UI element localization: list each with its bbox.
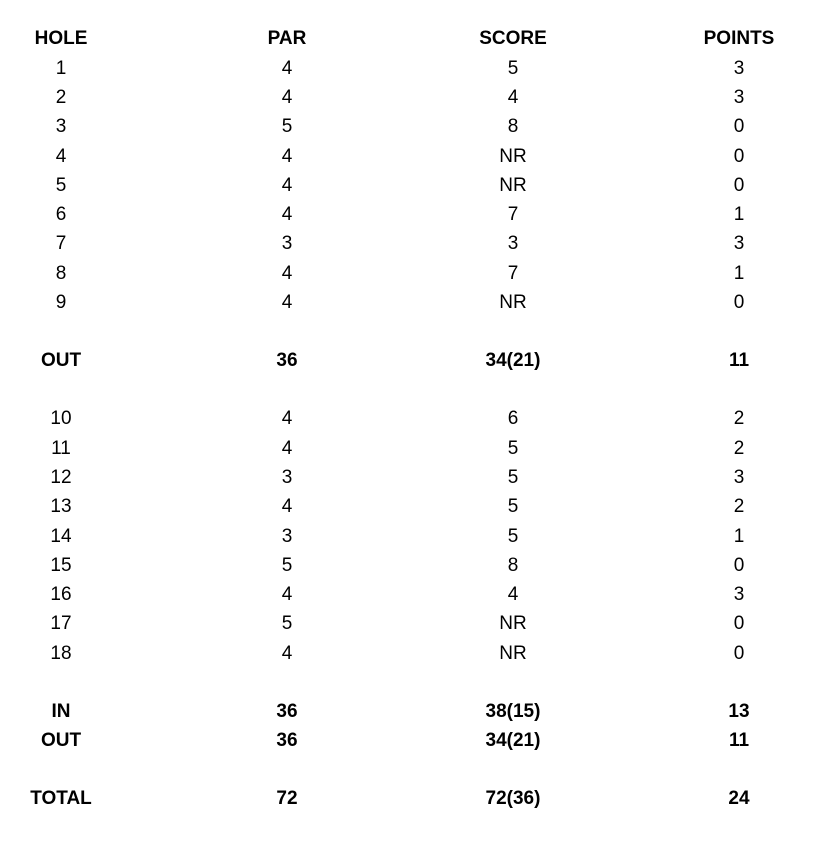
hole-points: 2 — [733, 408, 745, 429]
hole-points: 1 — [733, 204, 745, 225]
hole-number: 10 — [50, 408, 72, 429]
hole-par: 4 — [281, 146, 293, 167]
hole-number: 14 — [50, 526, 72, 547]
hole-score: NR — [499, 643, 527, 664]
hole-row — [0, 232, 830, 256]
hole-score: 6 — [507, 408, 519, 429]
hole-score: 3 — [507, 233, 519, 254]
summary-label: IN — [51, 701, 71, 722]
header-row — [0, 27, 830, 51]
hole-par: 4 — [281, 408, 293, 429]
subtotal-par: 36 — [276, 350, 298, 371]
hole-row — [0, 203, 830, 227]
hole-row — [0, 145, 830, 169]
hole-points: 2 — [733, 438, 745, 459]
hole-points: 0 — [733, 175, 745, 196]
hole-row — [0, 437, 830, 461]
hole-row — [0, 115, 830, 139]
hole-par: 5 — [281, 613, 293, 634]
hole-score: 4 — [507, 584, 519, 605]
hole-number: 5 — [55, 175, 67, 196]
hole-score: 8 — [507, 116, 519, 137]
hole-par: 5 — [281, 555, 293, 576]
summary-points: 11 — [728, 730, 750, 751]
hole-column-header: HOLE — [34, 28, 88, 49]
summary-par: 72 — [276, 788, 298, 809]
hole-points: 0 — [733, 555, 745, 576]
subtotal-points: 11 — [728, 350, 750, 371]
grand-total-row — [0, 787, 830, 811]
hole-score: 5 — [507, 438, 519, 459]
summary-score: 34(21) — [485, 730, 541, 751]
hole-number: 13 — [50, 496, 72, 517]
hole-score: 5 — [507, 526, 519, 547]
hole-par: 4 — [281, 496, 293, 517]
subtotal-label: OUT — [40, 350, 82, 371]
hole-row — [0, 466, 830, 490]
hole-number: 6 — [55, 204, 67, 225]
hole-score: 5 — [507, 496, 519, 517]
summary-score: 38(15) — [485, 701, 541, 722]
hole-row — [0, 291, 830, 315]
hole-par: 4 — [281, 175, 293, 196]
hole-par: 4 — [281, 204, 293, 225]
hole-row — [0, 86, 830, 110]
hole-par: 4 — [281, 438, 293, 459]
hole-par: 4 — [281, 263, 293, 284]
hole-par: 3 — [281, 467, 293, 488]
summary-par: 36 — [276, 701, 298, 722]
hole-points: 0 — [733, 146, 745, 167]
hole-points: 1 — [733, 526, 745, 547]
hole-score: 5 — [507, 58, 519, 79]
hole-score: NR — [499, 292, 527, 313]
hole-score: NR — [499, 175, 527, 196]
hole-row — [0, 174, 830, 198]
hole-points: 3 — [733, 467, 745, 488]
hole-row — [0, 495, 830, 519]
hole-number: 15 — [50, 555, 72, 576]
hole-row — [0, 554, 830, 578]
hole-number: 2 — [55, 87, 67, 108]
hole-score: 7 — [507, 263, 519, 284]
hole-number: 3 — [55, 116, 67, 137]
hole-row — [0, 525, 830, 549]
hole-score: NR — [499, 146, 527, 167]
hole-row — [0, 583, 830, 607]
hole-par: 4 — [281, 643, 293, 664]
hole-points: 0 — [733, 292, 745, 313]
summary-par: 36 — [276, 730, 298, 751]
summary-label: OUT — [40, 730, 82, 751]
hole-number: 9 — [55, 292, 67, 313]
summary-label: TOTAL — [30, 788, 92, 809]
hole-points: 0 — [733, 613, 745, 634]
hole-number: 1 — [55, 58, 67, 79]
hole-row — [0, 57, 830, 81]
hole-par: 5 — [281, 116, 293, 137]
hole-points: 0 — [733, 643, 745, 664]
hole-par: 4 — [281, 292, 293, 313]
hole-score: 5 — [507, 467, 519, 488]
hole-points: 1 — [733, 263, 745, 284]
hole-number: 4 — [55, 146, 67, 167]
out-total-row — [0, 729, 830, 753]
hole-number: 11 — [51, 438, 71, 459]
hole-row — [0, 262, 830, 286]
hole-number: 18 — [50, 643, 72, 664]
hole-par: 4 — [281, 584, 293, 605]
par-column-header: PAR — [267, 28, 307, 49]
summary-points: 13 — [728, 701, 750, 722]
points-column-header: POINTS — [703, 28, 775, 49]
hole-points: 3 — [733, 87, 745, 108]
hole-score: 4 — [507, 87, 519, 108]
summary-score: 72(36) — [485, 788, 541, 809]
in-total-row — [0, 700, 830, 724]
hole-number: 16 — [50, 584, 72, 605]
hole-par: 4 — [281, 58, 293, 79]
hole-number: 7 — [55, 233, 67, 254]
hole-par: 3 — [281, 233, 293, 254]
summary-points: 24 — [728, 788, 750, 809]
hole-points: 3 — [733, 584, 745, 605]
hole-number: 12 — [50, 467, 72, 488]
hole-number: 17 — [50, 613, 72, 634]
hole-row — [0, 407, 830, 431]
hole-par: 4 — [281, 87, 293, 108]
hole-row — [0, 642, 830, 666]
hole-score: 7 — [507, 204, 519, 225]
hole-score: 8 — [507, 555, 519, 576]
score-column-header: SCORE — [479, 28, 547, 49]
subtotal-score: 34(21) — [485, 350, 541, 371]
hole-number: 8 — [55, 263, 67, 284]
hole-points: 2 — [733, 496, 745, 517]
hole-par: 3 — [281, 526, 293, 547]
hole-points: 3 — [733, 58, 745, 79]
hole-row — [0, 612, 830, 636]
hole-score: NR — [499, 613, 527, 634]
hole-points: 3 — [733, 233, 745, 254]
hole-points: 0 — [733, 116, 745, 137]
out-subtotal-row — [0, 349, 830, 373]
